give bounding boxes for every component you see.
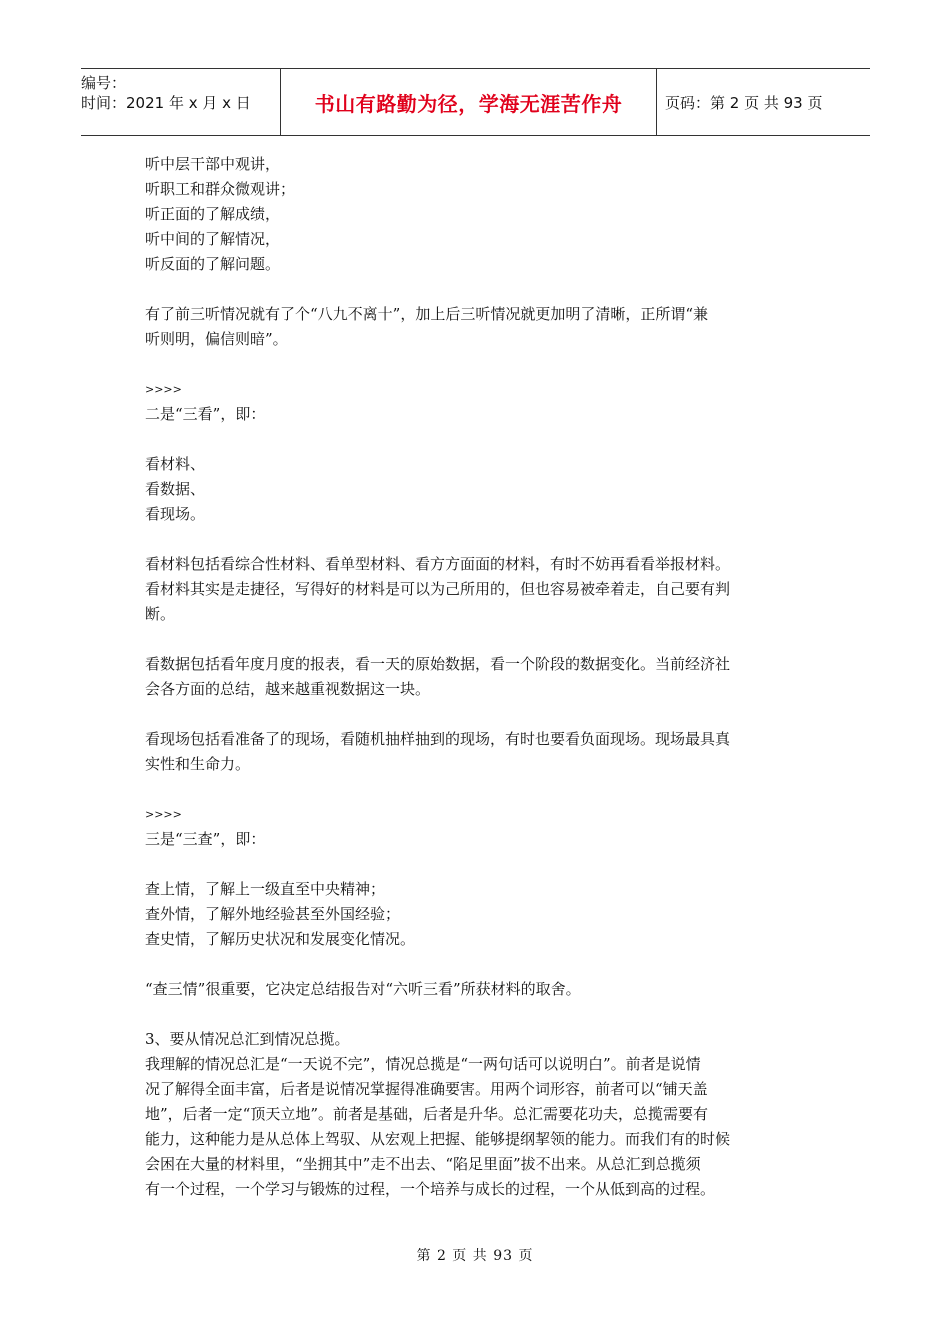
date-label: 时间：2021 年 x 月 x 日 bbox=[81, 94, 251, 112]
list-item: 查史情，了解历史状况和发展变化情况。 bbox=[145, 930, 416, 948]
document-body bbox=[145, 152, 815, 1202]
section-marker: >>>> bbox=[145, 383, 182, 396]
paragraph-line: 会各方面的总结，越来越重视数据这一块。 bbox=[145, 680, 431, 698]
body-line: 听反面的了解问题。 bbox=[145, 255, 281, 273]
body-line: 听中层干部中观讲， bbox=[145, 155, 281, 173]
paragraph-line: 看材料其实是走捷径，写得好的材料是可以为己所用的，但也容易被牵着走，自己要有判 bbox=[145, 580, 731, 598]
list-item: 查外情，了解外地经验甚至外国经验； bbox=[145, 905, 401, 923]
paragraph-line: 会困在大量的材料里，“坐拥其中”走不出去、“陷足里面”拔不出来。从总汇到总揽须 bbox=[145, 1155, 701, 1173]
body-line: 听职工和群众微观讲； bbox=[145, 180, 296, 198]
page-counter: 页码：第 2 页 共 93 页 bbox=[665, 93, 823, 112]
subsection-heading: 3、要从情况总汇到情况总揽。 bbox=[145, 1030, 350, 1048]
page-footer bbox=[0, 1245, 950, 1265]
paragraph-line: 况了解得全面丰富，后者是说情况掌握得准确要害。用两个词形容，前者可以“铺天盖 bbox=[145, 1080, 708, 1098]
paragraph-line: “查三情”很重要，它决定总结报告对“六听三看”所获材料的取舍。 bbox=[145, 980, 581, 998]
list-item: 看现场。 bbox=[145, 505, 206, 523]
doc-number-label: 编号： bbox=[81, 74, 127, 92]
paragraph-line: 能力，这种能力是从总体上驾驭、从宏观上把握、能够提纲挈领的能力。而我们有的时候 bbox=[145, 1130, 731, 1148]
header-page-cell bbox=[657, 69, 870, 135]
paragraph-line: 我理解的情况总汇是“一天说不完”，情况总揽是“一两句话可以说明白”。前者是说情 bbox=[145, 1055, 701, 1073]
body-line: 听正面的了解成绩， bbox=[145, 205, 281, 223]
header-meta-cell bbox=[81, 69, 281, 135]
paragraph-line: 看数据包括看年度月度的报表，看一天的原始数据，看一个阶段的数据变化。当前经济社 bbox=[145, 655, 731, 673]
section-marker: >>>> bbox=[145, 808, 182, 821]
footer-page-number: 第 2 页 共 93 页 bbox=[416, 1248, 534, 1264]
header-motto-cell bbox=[281, 69, 657, 135]
motto-text: 书山有路勤为径，学海无涯苦作舟 bbox=[314, 91, 623, 116]
section-heading: 三是“三查”，即： bbox=[145, 830, 266, 848]
paragraph-line: 断。 bbox=[145, 605, 176, 623]
list-item: 查上情，了解上一级直至中央精神； bbox=[145, 880, 386, 898]
list-item: 看数据、 bbox=[145, 480, 206, 498]
paragraph-line: 地”，后者一定“顶天立地”。前者是基础，后者是升华。总汇需要花功夫，总揽需要有 bbox=[145, 1105, 709, 1123]
section-heading: 二是“三看”，即： bbox=[145, 405, 266, 423]
paragraph-line: 有了前三听情况就有了个“八九不离十”，加上后三听情况就更加明了清晰，正所谓“兼 bbox=[145, 305, 709, 323]
paragraph-line: 看现场包括看准备了的现场，看随机抽样抽到的现场，有时也要看负面现场。现场最具真 bbox=[145, 730, 731, 748]
document-header bbox=[81, 68, 870, 136]
paragraph-line: 听则明，偏信则暗”。 bbox=[145, 330, 288, 348]
list-item: 看材料、 bbox=[145, 455, 206, 473]
paragraph-line: 有一个过程，一个学习与锻炼的过程，一个培养与成长的过程，一个从低到高的过程。 bbox=[145, 1180, 716, 1198]
paragraph-line: 实性和生命力。 bbox=[145, 755, 251, 773]
body-line: 听中间的了解情况， bbox=[145, 230, 281, 248]
paragraph-line: 看材料包括看综合性材料、看单型材料、看方方面面的材料，有时不妨再看看举报材料。 bbox=[145, 555, 731, 573]
